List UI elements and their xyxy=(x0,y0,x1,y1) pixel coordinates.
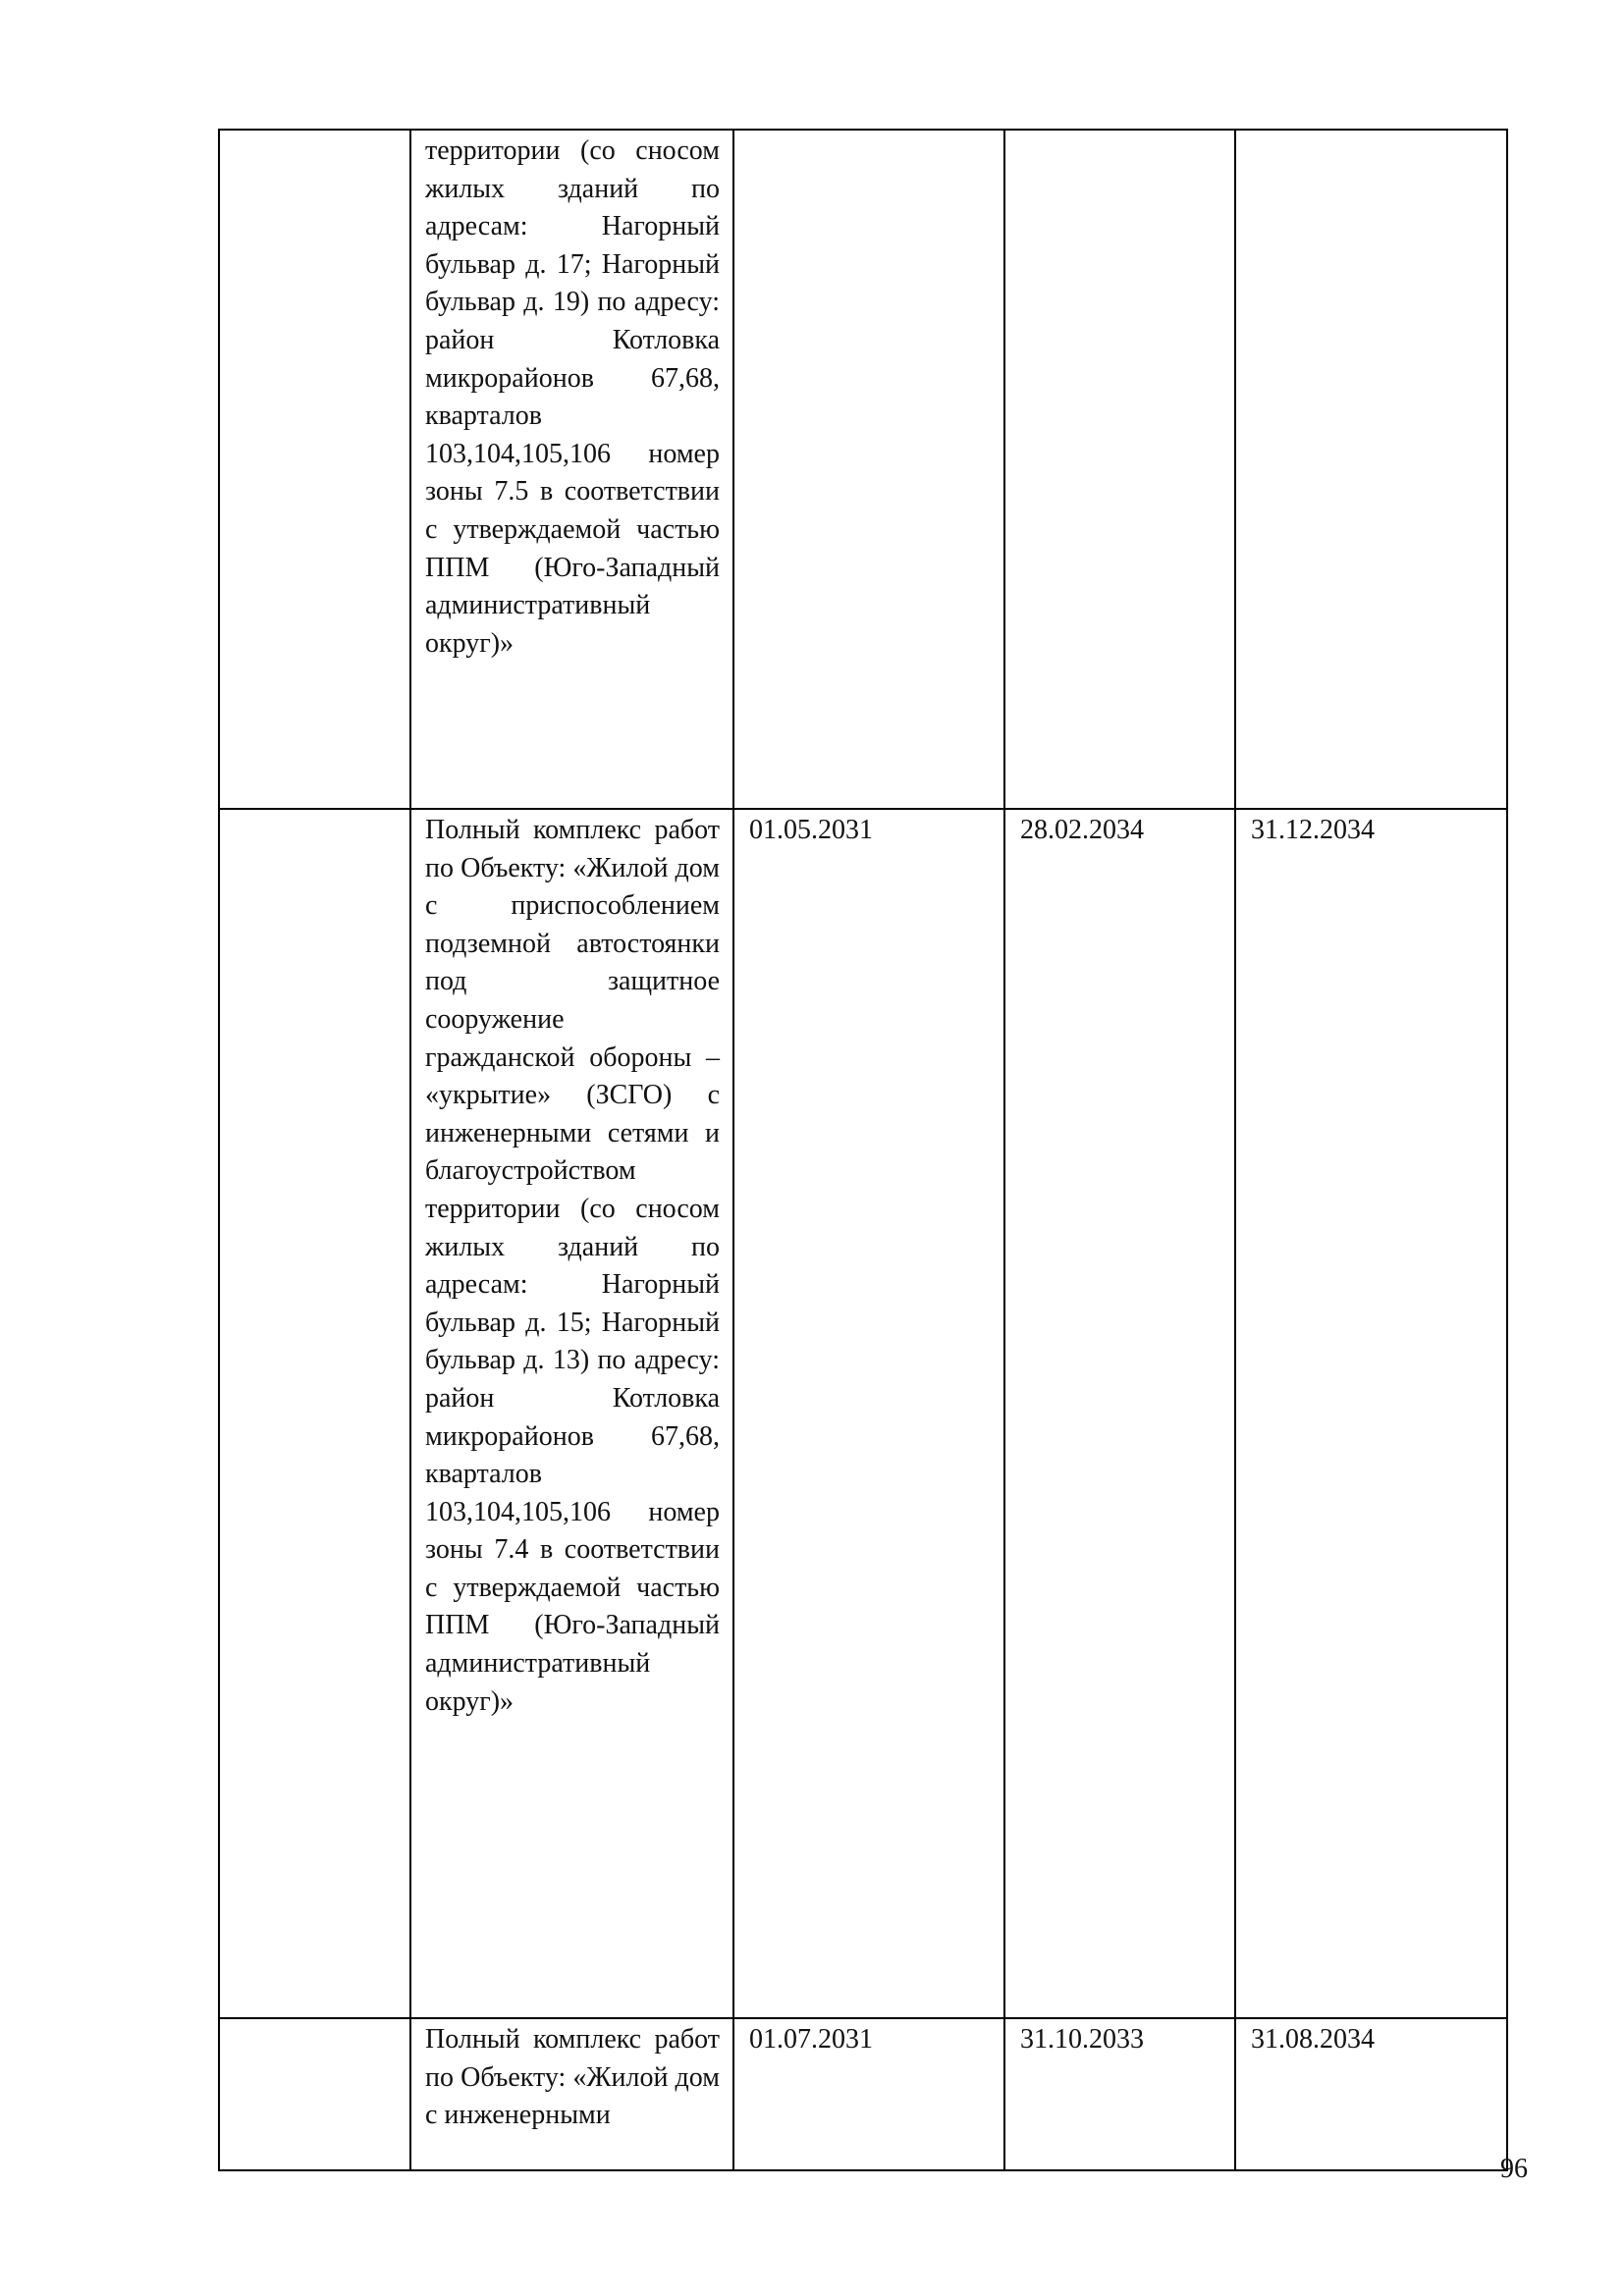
date-start-cell xyxy=(733,809,1004,2018)
table-row xyxy=(219,2018,1507,2170)
date-end-cell xyxy=(1235,809,1507,2018)
description-cell xyxy=(410,2018,733,2170)
table-row xyxy=(219,809,1507,2018)
date-start-cell xyxy=(733,130,1004,809)
date-end: 31.12.2034 xyxy=(1251,815,1375,845)
date-start: 01.07.2031 xyxy=(749,2024,873,2055)
date-end xyxy=(1236,131,1506,133)
date-middle xyxy=(1005,131,1234,133)
object-description: Полный комплекс работ по Объекту: «Жилой дом с инженерными xyxy=(425,2024,720,2131)
object-description: территории (со сносом жилых зданий по адресам: Нагорный бульвар д. 17; Нагорный бульвар д. 19) по адресу: район Котловка микрорайонов 67,68, кварталов 103,104,105,106 номер зоны 7.5 в соответствии с утверждаемой частью ППМ (Юго-Западный административный округ)» xyxy=(425,135,720,659)
date-start-cell xyxy=(733,2018,1004,2170)
date-end-cell xyxy=(1235,2018,1507,2170)
date-end: 31.08.2034 xyxy=(1251,2024,1375,2055)
works-schedule-table xyxy=(218,129,1508,2171)
description-cell xyxy=(410,809,733,2018)
empty-cell xyxy=(219,2018,410,2170)
date-middle-cell xyxy=(1004,809,1235,2018)
date-middle-cell xyxy=(1004,130,1235,809)
page-number: 96 xyxy=(1500,2154,1528,2184)
date-end-cell xyxy=(1235,130,1507,809)
date-start: 01.05.2031 xyxy=(749,815,873,845)
date-middle-cell xyxy=(1004,2018,1235,2170)
date-middle: 28.02.2034 xyxy=(1020,815,1144,845)
date-start xyxy=(734,131,1003,133)
object-description: Полный комплекс работ по Объекту: «Жилой дом с приспособлением подземной автостоянки под защитное сооружение гражданской обороны – «укрытие» (ЗСГО) с инженерными сетями и благоустройством территории (со сносом жилых зданий по адресам: Нагорный бульвар д. 15; Нагорный бульвар д. 13) по адресу: район Котловка микрорайонов 67,68, кварталов 103,104,105,106 номер зоны 7.4 в соответствии с утверждаемой частью ППМ (Юго-Западный административный округ)» xyxy=(425,815,720,1717)
empty-cell xyxy=(219,130,410,809)
date-middle: 31.10.2033 xyxy=(1020,2024,1144,2055)
table-row xyxy=(219,130,1507,809)
empty-cell xyxy=(219,809,410,2018)
description-cell xyxy=(410,130,733,809)
